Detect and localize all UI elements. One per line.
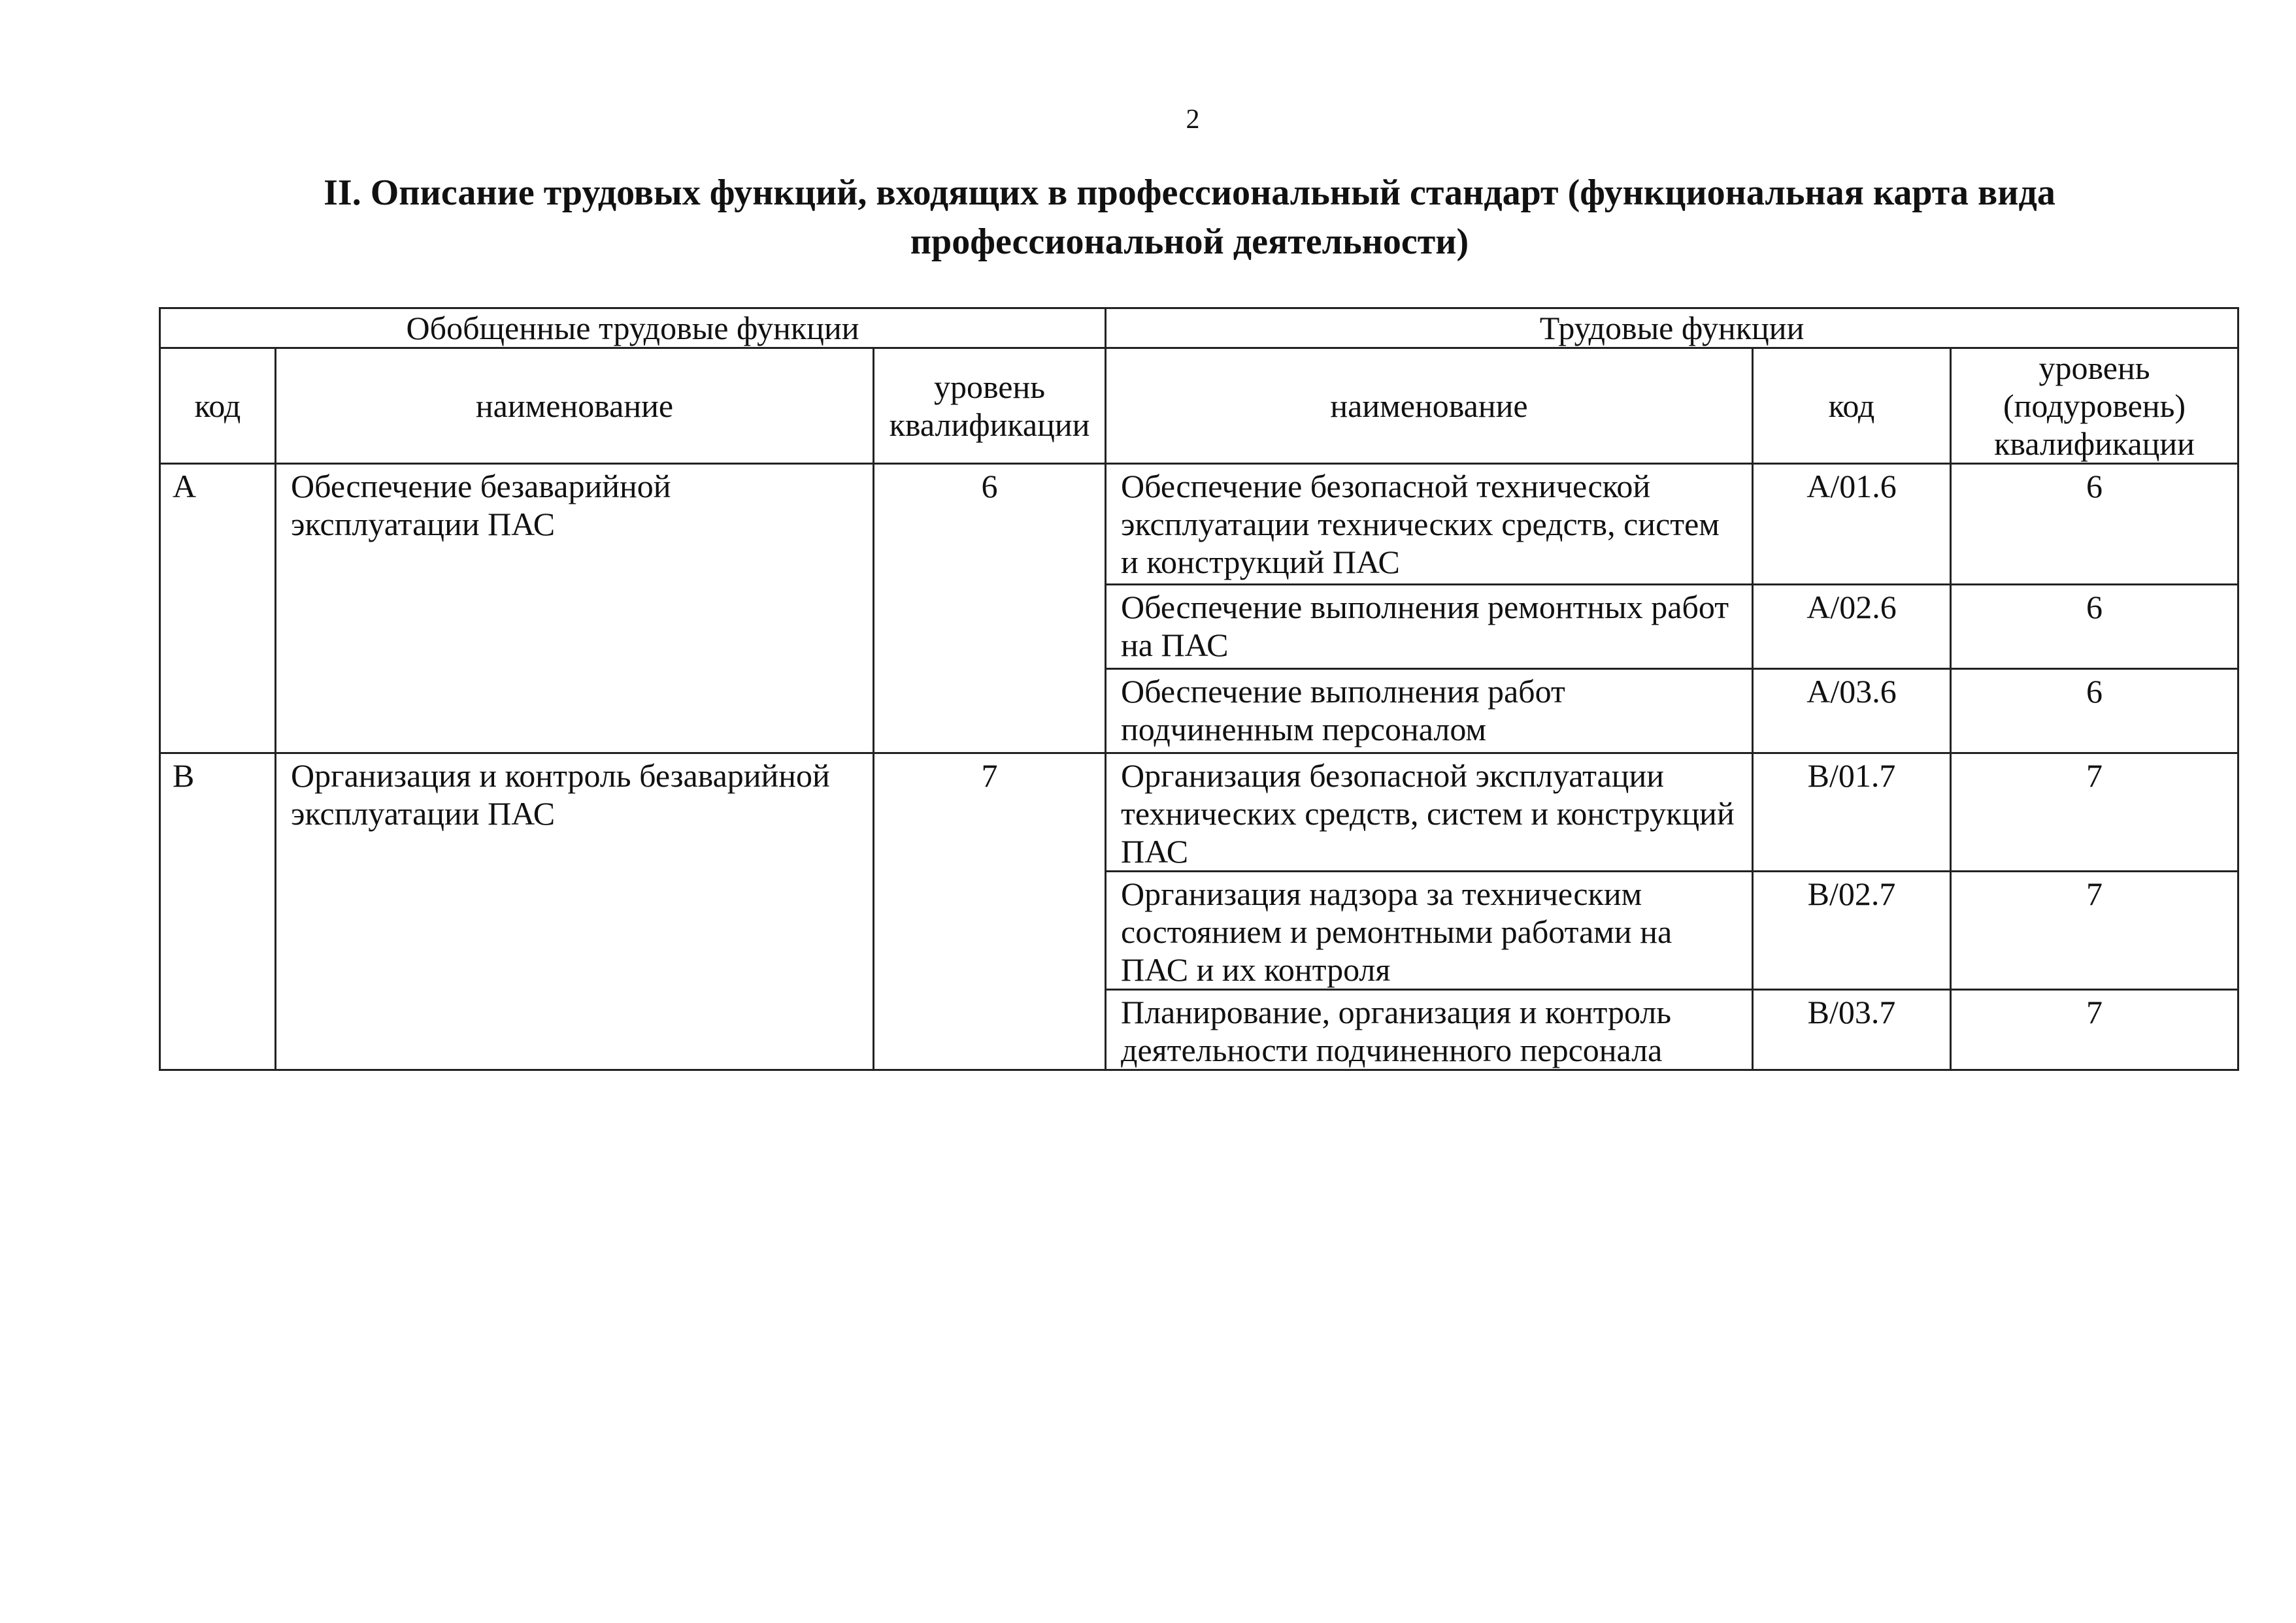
- section-title: [157, 169, 2222, 267]
- tf-code-cell: A/01.6: [1753, 464, 1951, 585]
- section-title-line-1: II. Описание трудовых функций, входящих в профессиональный стандарт (функциональная карта вида: [324, 172, 2055, 213]
- tf-name-cell: Обеспечение выполнения ремонтных работ на ПАС: [1106, 585, 1753, 669]
- tf-level-cell: 7: [1951, 990, 2238, 1070]
- tf-name-cell: Организация безопасной эксплуатации технических средств, систем и конструкций ПАС: [1106, 753, 1753, 872]
- col-header-gen-level: уровень квалификации: [874, 348, 1106, 464]
- tf-code-cell: B/02.7: [1753, 872, 1951, 990]
- header-labor-functions: Трудовые функции: [1106, 308, 2238, 348]
- gen-level-cell: 6: [874, 464, 1106, 753]
- tf-code-cell: A/03.6: [1753, 669, 1951, 753]
- tf-name-cell: Обеспечение выполнения работ подчиненным персоналом: [1106, 669, 1753, 753]
- tf-code-cell: A/02.6: [1753, 585, 1951, 669]
- tf-code-cell: B/01.7: [1753, 753, 1951, 872]
- col-header-tf-level: уровень (подуровень) квалификации: [1951, 348, 2238, 464]
- gen-code-cell: A: [160, 464, 276, 753]
- functional-map-table: [159, 307, 2239, 1071]
- section-title-line-2: профессиональной деятельности): [910, 221, 1469, 262]
- tf-level-cell: 6: [1951, 585, 2238, 669]
- table-row: [160, 464, 2238, 585]
- group-header-row: [160, 308, 2238, 348]
- page-number: 2: [1186, 105, 1200, 135]
- tf-name-cell: Организация надзора за техническим состоянием и ремонтными работами на ПАС и их контроля: [1106, 872, 1753, 990]
- gen-name-cell: Обеспечение безаварийной эксплуатации ПАС: [276, 464, 874, 753]
- tf-level-cell: 6: [1951, 464, 2238, 585]
- tf-level-cell: 7: [1951, 753, 2238, 872]
- header-generalized-functions: Обобщенные трудовые функции: [160, 308, 1106, 348]
- gen-code-cell: B: [160, 753, 276, 1070]
- table-row: [160, 753, 2238, 872]
- gen-name-cell: Организация и контроль безаварийной эксплуатации ПАС: [276, 753, 874, 1070]
- col-header-tf-name: наименование: [1106, 348, 1753, 464]
- col-header-gen-code: код: [160, 348, 276, 464]
- tf-code-cell: B/03.7: [1753, 990, 1951, 1070]
- tf-name-cell: Планирование, организация и контроль деятельности подчиненного персонала: [1106, 990, 1753, 1070]
- column-header-row: [160, 348, 2238, 464]
- tf-level-cell: 7: [1951, 872, 2238, 990]
- tf-name-cell: Обеспечение безопасной технической эксплуатации технических средств, систем и конструкций ПАС: [1106, 464, 1753, 585]
- tf-level-cell: 6: [1951, 669, 2238, 753]
- col-header-tf-code: код: [1753, 348, 1951, 464]
- col-header-gen-name: наименование: [276, 348, 874, 464]
- gen-level-cell: 7: [874, 753, 1106, 1070]
